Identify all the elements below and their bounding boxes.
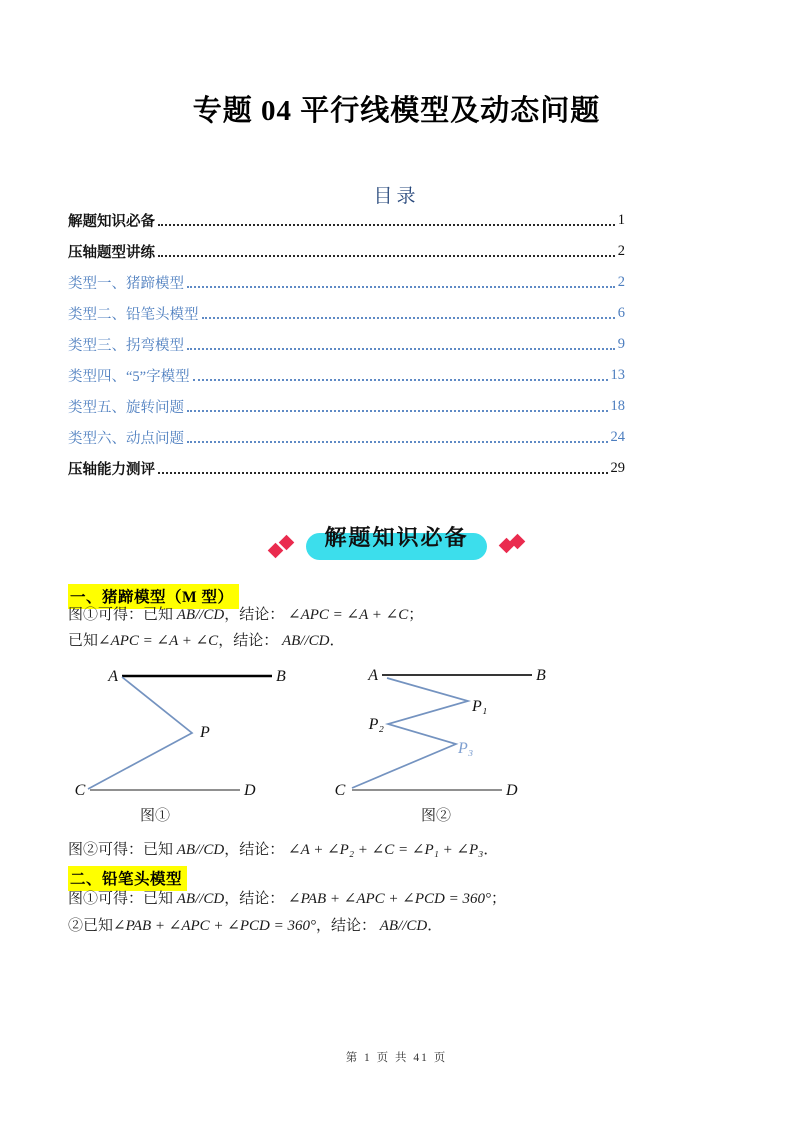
toc-entry-label: 类型五、旋转问题	[68, 400, 184, 416]
toc-entry-label: 类型三、拐弯模型	[68, 338, 184, 354]
toc-entry-label: 解题知识必备	[68, 214, 155, 230]
pencil-model-line2	[68, 916, 442, 936]
point-label-P1: P₁	[472, 698, 488, 715]
text-segment: ，结论：	[224, 891, 289, 907]
toc-entry[interactable]	[68, 267, 625, 298]
toc-entry-label: 压轴能力测评	[68, 462, 155, 478]
figure-2	[320, 658, 580, 828]
toc-page-number: 2	[617, 243, 625, 259]
toc-entry-label: 类型四、“5”字模型	[68, 369, 190, 385]
toc-entry[interactable]	[68, 236, 625, 267]
text-segment: 图①可得：已知	[68, 891, 177, 907]
section-banner	[0, 522, 793, 568]
toc-heading: 目录	[373, 186, 420, 207]
figure-2-drawing	[320, 658, 580, 800]
math-segment: AB//CD	[379, 918, 428, 934]
toc-dot-leader	[187, 441, 608, 443]
text-segment: 已知	[68, 633, 99, 649]
text-segment: ；	[408, 607, 424, 623]
math-segment: AB//CD	[176, 842, 225, 858]
toc-entry-label: 压轴题型讲练	[68, 245, 155, 261]
banner-pill	[306, 522, 486, 560]
m-model-line2	[68, 631, 344, 651]
toc-page-number: 24	[610, 429, 625, 445]
toc-dot-leader	[187, 286, 615, 288]
point-label-D: D	[244, 782, 256, 799]
toc-dot-leader	[158, 224, 615, 226]
toc-dot-leader	[202, 317, 615, 319]
text-segment: 图②可得：已知	[68, 842, 177, 858]
math-segment: ∠PAB + ∠APC + ∠PCD = 360°	[113, 918, 316, 934]
text-segment: ，结论：	[315, 918, 380, 934]
toc-dot-leader	[158, 255, 615, 257]
toc-entry[interactable]	[68, 298, 625, 329]
figure-1-drawing	[60, 658, 320, 800]
point-label-C: C	[74, 782, 86, 799]
point-label-P: P	[200, 724, 210, 741]
math-segment: AB//CD	[176, 891, 225, 907]
m-model-fig2-line	[68, 840, 498, 860]
toc-entry-label: 类型二、铅笔头模型	[68, 307, 199, 323]
point-label-B: B	[276, 668, 286, 685]
text-segment: ．	[329, 633, 345, 649]
text-segment: ．	[427, 918, 443, 934]
point-label-D: D	[506, 782, 518, 799]
text-segment: ，结论：	[224, 842, 289, 858]
text-segment: 图①可得：已知	[68, 607, 177, 623]
banner-title: 解题知识必备	[324, 525, 469, 550]
toc-entry-label: 类型一、猪蹄模型	[68, 276, 184, 292]
table-of-contents	[68, 205, 625, 484]
point-label-B: B	[536, 667, 546, 684]
figure-1-caption: 图①	[139, 808, 171, 824]
text-segment: ②已知	[68, 918, 114, 934]
toc-page-number: 29	[610, 460, 625, 476]
toc-page-number: 1	[617, 212, 625, 228]
point-label-P3: P₃	[458, 740, 474, 757]
m-model-line1	[68, 605, 423, 625]
page-title: 专题 04 平行线模型及动态问题	[192, 95, 601, 127]
toc-entry[interactable]	[68, 422, 625, 453]
pencil-model-line1	[68, 889, 506, 909]
toc-dot-leader	[187, 348, 615, 350]
diamonds-decoration-icon	[501, 538, 523, 551]
toc-dot-leader	[158, 472, 608, 474]
math-segment: AB//CD	[176, 607, 225, 623]
toc-entry-label: 类型六、动点问题	[68, 431, 184, 447]
toc-page-number: 18	[610, 398, 625, 414]
line-APC	[88, 677, 192, 789]
math-segment: ∠APC = ∠A + ∠C	[98, 633, 219, 649]
toc-entry[interactable]	[68, 453, 625, 484]
zigzag-AP1P2P3C	[352, 678, 468, 788]
toc-page-number: 9	[617, 336, 625, 352]
point-label-A: A	[108, 668, 118, 685]
toc-entry[interactable]	[68, 360, 625, 391]
math-segment: ∠APC = ∠A + ∠C	[288, 607, 409, 623]
toc-entry[interactable]	[68, 391, 625, 422]
figure-2-caption: 图②	[420, 808, 452, 824]
point-label-C: C	[334, 782, 346, 799]
toc-entry[interactable]	[68, 329, 625, 360]
heading-m-model: 一、猪蹄模型（M 型）	[68, 584, 239, 609]
toc-dot-leader	[193, 379, 608, 381]
text-segment: ，结论：	[224, 607, 289, 623]
toc-page-number: 13	[610, 367, 625, 383]
page-number-footer: 第 1 页 共 41 页	[345, 1052, 448, 1064]
text-segment: ；	[491, 891, 507, 907]
heading-pencil-model: 二、铅笔头模型	[68, 866, 187, 891]
diamonds-decoration-icon	[270, 538, 292, 556]
text-segment: ，结论：	[218, 633, 282, 649]
toc-page-number: 2	[617, 274, 625, 290]
figure-1	[60, 658, 320, 828]
point-label-A: A	[368, 667, 378, 684]
text-segment: ．	[483, 842, 499, 858]
toc-entry[interactable]	[68, 205, 625, 236]
toc-dot-leader	[187, 410, 608, 412]
math-segment: ∠A + ∠P₂ + ∠C = ∠P₁ + ∠P₃	[288, 842, 484, 858]
math-segment: AB//CD	[281, 633, 330, 649]
toc-page-number: 6	[617, 305, 625, 321]
point-label-P2: P₂	[368, 716, 384, 733]
math-segment: ∠PAB + ∠APC + ∠PCD = 360°	[288, 891, 491, 907]
